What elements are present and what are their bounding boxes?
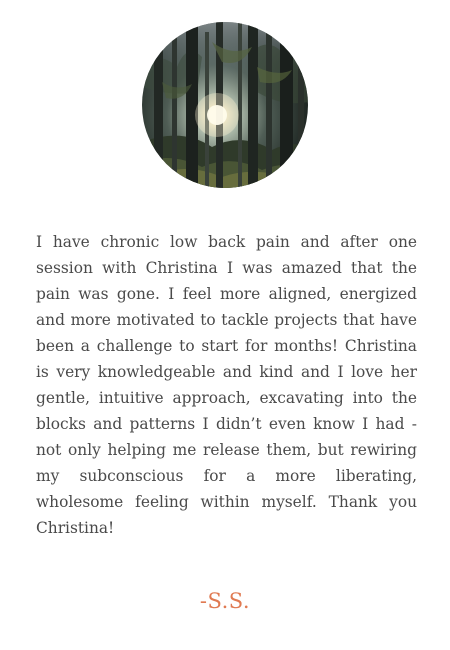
testimonial-author: -S.S.	[199, 589, 251, 613]
forest-sunlight-photo	[142, 22, 308, 188]
testimonial-text: I have chronic low back pain and after one session with Christina I was amazed that the pain was gone. I feel more aligned, energized and more motivated to tackle projects that have been a challenge to start for months! Christina is very knowledgeable and kind and I love her gentle, intuitive approach, excavating into the blocks and patterns I didn’t even know I had - not only helping me release them, but rewiring my subconscious for a more liberating, wholesome feeling within myself. Thank you Christina!	[36, 233, 417, 537]
